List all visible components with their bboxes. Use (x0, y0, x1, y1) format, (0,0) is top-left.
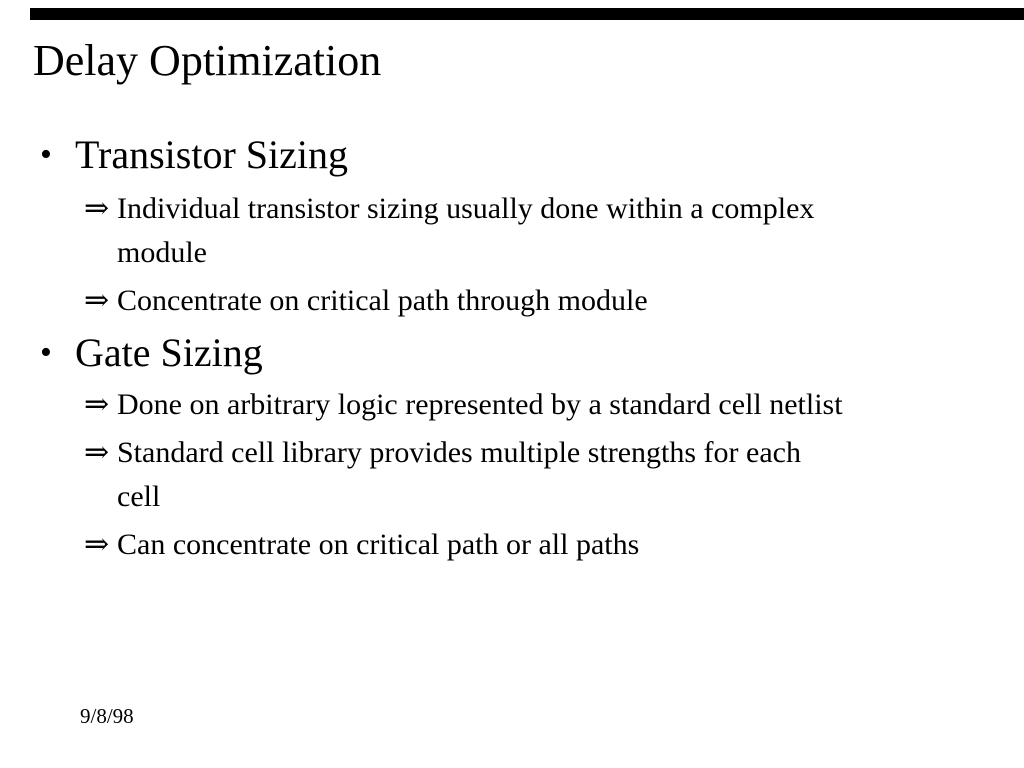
double-arrow-icon: ⇒ (84, 436, 110, 469)
sub-bullet-list-transistor-sizing (84, 187, 1004, 323)
sub-bullet-line: Can concentrate on critical path or all paths (117, 528, 640, 561)
sub-bullet-list-gate-sizing (84, 383, 1004, 567)
sub-bullet-item (84, 383, 1004, 427)
sub-bullet-item (84, 187, 1004, 275)
double-arrow-icon: ⇒ (84, 528, 110, 561)
sub-bullet-text (117, 187, 1004, 275)
sub-bullet-text (117, 431, 1004, 519)
sub-bullet-line: module (117, 236, 207, 269)
sub-bullet-item (84, 279, 1004, 323)
sub-bullet-line: Standard cell library provides multiple strengths for each (117, 436, 801, 469)
section-heading-label: Gate Sizing (75, 330, 263, 375)
sub-bullet-line: Concentrate on critical path through module (117, 284, 648, 317)
title-divider-bar (30, 8, 1024, 20)
double-arrow-icon: ⇒ (84, 284, 110, 317)
sub-bullet-text (117, 279, 1004, 323)
sub-bullet-line: Done on arbitrary logic represented by a standard cell netlist (117, 388, 843, 421)
sub-bullet-line: cell (117, 480, 161, 513)
sub-bullet-text (117, 523, 1004, 567)
section-heading-gate-sizing (40, 329, 263, 377)
sub-bullet-line: Individual transistor sizing usually done within a complex (117, 192, 815, 225)
section-heading-label: Transistor Sizing (75, 132, 349, 177)
bullet-icon: • (40, 136, 52, 173)
slide-date: 9/8/98 (80, 704, 134, 728)
sub-bullet-text (117, 383, 1004, 427)
double-arrow-icon: ⇒ (84, 192, 110, 225)
sub-bullet-item (84, 523, 1004, 567)
slide-title: Delay Optimization (33, 36, 382, 85)
double-arrow-icon: ⇒ (84, 388, 110, 421)
sub-bullet-item (84, 431, 1004, 519)
section-heading-transistor-sizing (40, 131, 348, 179)
bullet-icon: • (40, 334, 52, 371)
